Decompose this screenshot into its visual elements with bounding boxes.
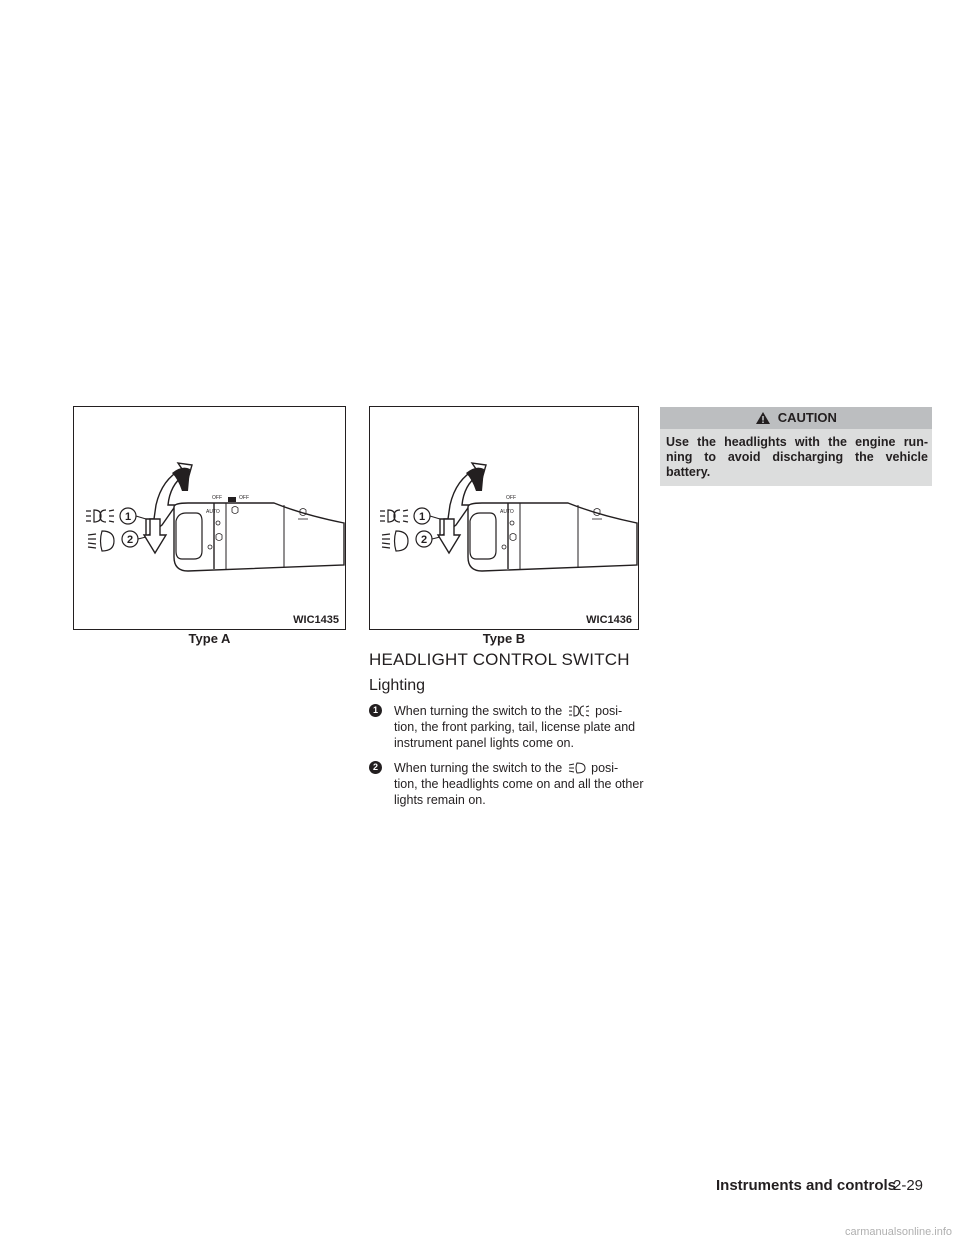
parking-lights-symbol-b xyxy=(380,510,408,522)
off-label-right: OFF xyxy=(239,495,249,501)
footer-section-title: Instruments and controls xyxy=(716,1177,897,1194)
item-number-1: 1 xyxy=(369,704,382,717)
caution-body: Use the headlights with the engine run- ning to avoid discharging the vehicle battery. xyxy=(666,435,928,479)
figure-caption-a: Type A xyxy=(188,631,231,646)
figure-type-a xyxy=(73,406,346,630)
caution-header xyxy=(660,407,932,429)
callout-2: 2 xyxy=(126,534,134,546)
figure-code-b: WIC1436 xyxy=(586,614,632,626)
item-1-text-after: posi- tion, the front parking, tail, license plate and instrument panel lights come on. xyxy=(394,704,636,750)
section-subheading: Lighting xyxy=(369,677,426,694)
figure-type-b xyxy=(369,406,639,630)
headlight-switch-illustration-b xyxy=(370,407,638,629)
off-label-left: OFF xyxy=(212,495,222,501)
parking-lights-symbol xyxy=(86,510,114,522)
warning-triangle-icon xyxy=(755,411,771,425)
watermark: carmanualsonline.info xyxy=(844,1226,952,1238)
item-number-2: 2 xyxy=(369,761,382,774)
off-label-b: OFF xyxy=(506,495,516,501)
headlight-icon xyxy=(568,762,586,774)
item-1-text-before: When turning the switch to the xyxy=(394,704,563,718)
caution-box xyxy=(660,407,932,486)
figure-caption-b: Type B xyxy=(482,631,526,646)
headlight-switch-illustration-a xyxy=(74,407,345,629)
callout-1: 1 xyxy=(124,511,132,523)
auto-label-b: AUTO xyxy=(500,509,514,515)
callout-1-b: 1 xyxy=(418,511,426,523)
list-item-2 xyxy=(369,760,645,808)
figure-code-a: WIC1435 xyxy=(293,614,339,626)
callout-2-b: 2 xyxy=(420,534,428,546)
section-heading: HEADLIGHT CONTROL SWITCH xyxy=(369,650,630,669)
item-2-text-before: When turning the switch to the xyxy=(394,761,563,775)
auto-label: AUTO xyxy=(206,509,220,515)
headlight-symbol-b xyxy=(382,531,408,551)
footer-page-number: 2-29 xyxy=(893,1177,924,1194)
headlight-symbol xyxy=(88,531,114,551)
caution-title: CAUTION xyxy=(777,410,837,425)
list-item-1 xyxy=(369,703,645,751)
parking-lights-icon xyxy=(568,705,590,717)
item-2-text-after: posi- tion, the headlights come on and all the other lights remain on. xyxy=(394,761,644,807)
